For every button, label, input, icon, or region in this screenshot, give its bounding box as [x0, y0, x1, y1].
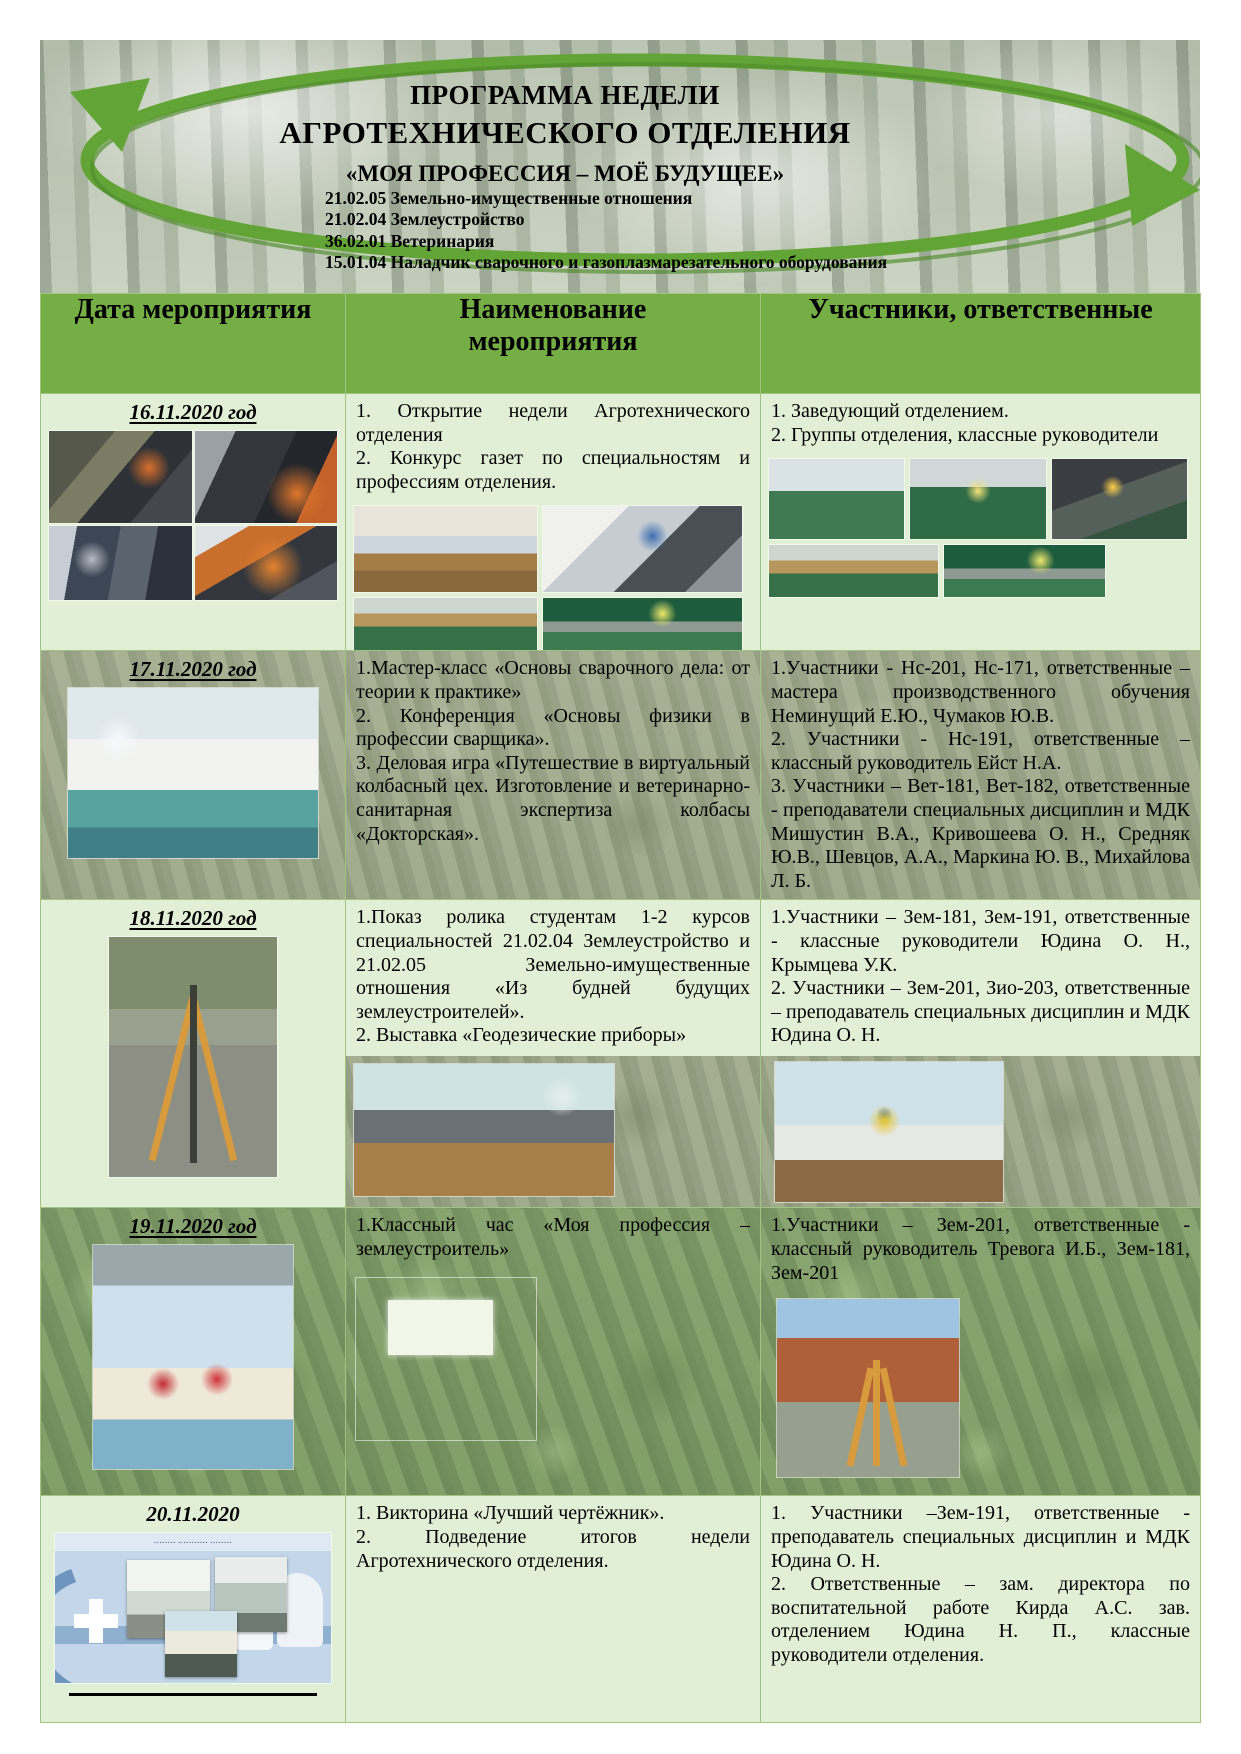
class-hour-projector-photo [356, 1278, 536, 1440]
event-item: 1.Мастер-класс «Основы сварочного дела: от теории к практике» [356, 657, 750, 703]
events-cell [346, 1496, 761, 1723]
participants-cell [761, 651, 1201, 900]
participant-item: 2. Участники - Нс-191, ответственные – классный руководитель Ейст Н.А. [771, 728, 1190, 774]
event-item: 2. Подведение итогов недели Агротехнического отделения. [356, 1525, 750, 1572]
page-title-line2: АГРОТЕХНИЧЕСКОГО ОТДЕЛЕНИЯ [279, 115, 851, 150]
table-row [41, 1208, 1201, 1496]
event-date: 19.11.2020 год [129, 1214, 257, 1239]
date-cell [41, 394, 346, 651]
participant-item: 1.Участники – Зем-201, ответственные - классный руководитель Тревога И.Б., Зем-181, Зем-201 [771, 1214, 1190, 1284]
clinic-photo-3 [165, 1611, 237, 1677]
event-item: 1. Викторина «Лучший чертёжник». [356, 1502, 665, 1525]
specialty-item: 36.02.01 Ветеринария [325, 230, 495, 251]
participant-item: 1. Участники –Зем-191, ответственные - преподаватель специальных дисциплин и МДК Юдина О. Н. [771, 1502, 1190, 1572]
participant-item: 2. Участники – Зем-201, Зио-203, ответственные – преподаватель специальных дисциплин и МДК Юдина О. Н. [771, 977, 1190, 1047]
street-surveying-photo [109, 937, 277, 1177]
equipment-screen-photo [543, 506, 742, 592]
participants-cell [761, 900, 1201, 1208]
header-event: Наименование мероприятия [346, 294, 761, 394]
events-cell [346, 394, 761, 651]
welding-photo-4 [195, 526, 338, 600]
table-row [41, 651, 1201, 900]
event-item: 1.Показ ролика студентам 1-2 курсов специальностей 21.02.04 Землеустройство и 21.02.05 Земельно-имущественные отношения «Из будней будущих землеустроителей». [356, 906, 750, 1023]
participants-cell [761, 394, 1201, 651]
welding-photo-3 [49, 526, 192, 600]
event-date: 18.11.2020 год [129, 906, 257, 931]
header-date: Дата мероприятия [41, 294, 346, 394]
specialty-item: 21.02.05 Земельно-имущественные отношения [325, 188, 693, 208]
classroom-audience-photo [354, 1064, 614, 1196]
event-item: 2. Выставка «Геодезические приборы» [356, 1024, 687, 1047]
date-cell [41, 1496, 346, 1723]
participant-item: 2. Группы отделения, классные руководители [771, 423, 1159, 446]
event-item: 2. Конференция «Основы физики в профессии сварщика». [356, 704, 750, 751]
welding-photo-1 [49, 431, 192, 523]
event-item: 3. Деловая игра «Путешествие в виртуальный колбасный цех. Изготовление и ветеринарно-санитарная экспертиза колбасы «Докторская». [356, 751, 750, 845]
event-date: 16.11.2020 год [129, 400, 257, 424]
participants-cell [761, 1496, 1201, 1723]
participants-cell [761, 1208, 1201, 1496]
program-table [40, 293, 1201, 1723]
banner-titles [40, 40, 1200, 187]
header-participants: Участники, ответственные [761, 294, 1201, 394]
classroom-photo-2 [910, 459, 1045, 539]
vet-clinic-graphic [55, 1533, 331, 1683]
welding-photo-collage [49, 431, 337, 600]
participant-item: 2. Ответственные – зам. директора по воспитательной работе Кирда А.С. зав. отделением Юдина Н. П., классные руководители отделения. [771, 1573, 1190, 1666]
date-cell [41, 1208, 346, 1496]
table-row [41, 394, 1201, 651]
event-item: 1.Классный час «Моя профессия – землеустроитель» [356, 1214, 750, 1260]
workshop-photo-4 [769, 545, 938, 597]
event-item: 2. Конкурс газет по специальностям и профессиям отделения. [356, 447, 750, 493]
participant-item: 1.Участники – Зем-181, Зем-191, ответственные - классные руководители Юдина О. Н., Крымцева У.К. [771, 906, 1190, 976]
welding-photo-2 [195, 431, 338, 523]
participant-item: 3. Участники – Вет-181, Вет-182, ответственные - преподаватели специальных дисциплин и МДК Мишустин В.А., Кривошеева О. Н., Средняк Ю.В., Шевцов, А.А., Маркина Ю. В., Михайлова Л. Б. [771, 775, 1190, 892]
specialty-list [325, 188, 1015, 273]
table-header-row [41, 294, 1201, 394]
event-date: 20.11.2020 [146, 1502, 240, 1527]
specialty-item: 21.02.04 Землеустройство [325, 209, 525, 230]
participant-item: 1.Участники - Нс-201, Нс-171, ответственные –мастера производственного обучения Неминущий Е.Ю., Чумаков Ю.В. [771, 657, 1190, 727]
workshop-sparks-photo [1052, 459, 1187, 539]
events-cell [346, 900, 761, 1208]
table-row [41, 900, 1201, 1208]
classroom-photo-1 [769, 459, 904, 539]
event-item: 1. Открытие недели Агротехнического отделения [356, 400, 750, 446]
events-cell [346, 1208, 761, 1496]
lab-coats-masterclass-photo [68, 688, 318, 858]
green-room-monitor-photo [543, 598, 742, 650]
participant-item: 1. Заведующий отделением. [771, 400, 1009, 422]
vet-graphic-caption: ········ ··········· ········ [153, 1539, 233, 1548]
table-row [41, 1496, 1201, 1723]
divider-line [69, 1693, 317, 1696]
date-cell [41, 900, 346, 1208]
event-date: 17.11.2020 год [129, 657, 257, 682]
total-station-photo [775, 1062, 1003, 1202]
banner [40, 40, 1200, 293]
page-subtitle: «МОЯ ПРОФЕССИЯ – МОЁ БУДУЩЕЕ» [345, 161, 785, 186]
page-title-line1: ПРОГРАММА НЕДЕЛИ [410, 80, 720, 110]
date-cell [41, 651, 346, 900]
students-banner-photo [93, 1245, 293, 1469]
student-presentation-photo [354, 506, 537, 592]
events-cell [346, 651, 761, 900]
specialty-item: 15.01.04 Наладчик сварочного и газоплазмарезательного оборудования [325, 252, 888, 273]
outdoor-tripod-photo [777, 1299, 959, 1477]
medical-cross-icon [89, 1599, 103, 1643]
workshop-photo-5 [944, 545, 1105, 597]
workshop-table-photo [354, 598, 537, 650]
